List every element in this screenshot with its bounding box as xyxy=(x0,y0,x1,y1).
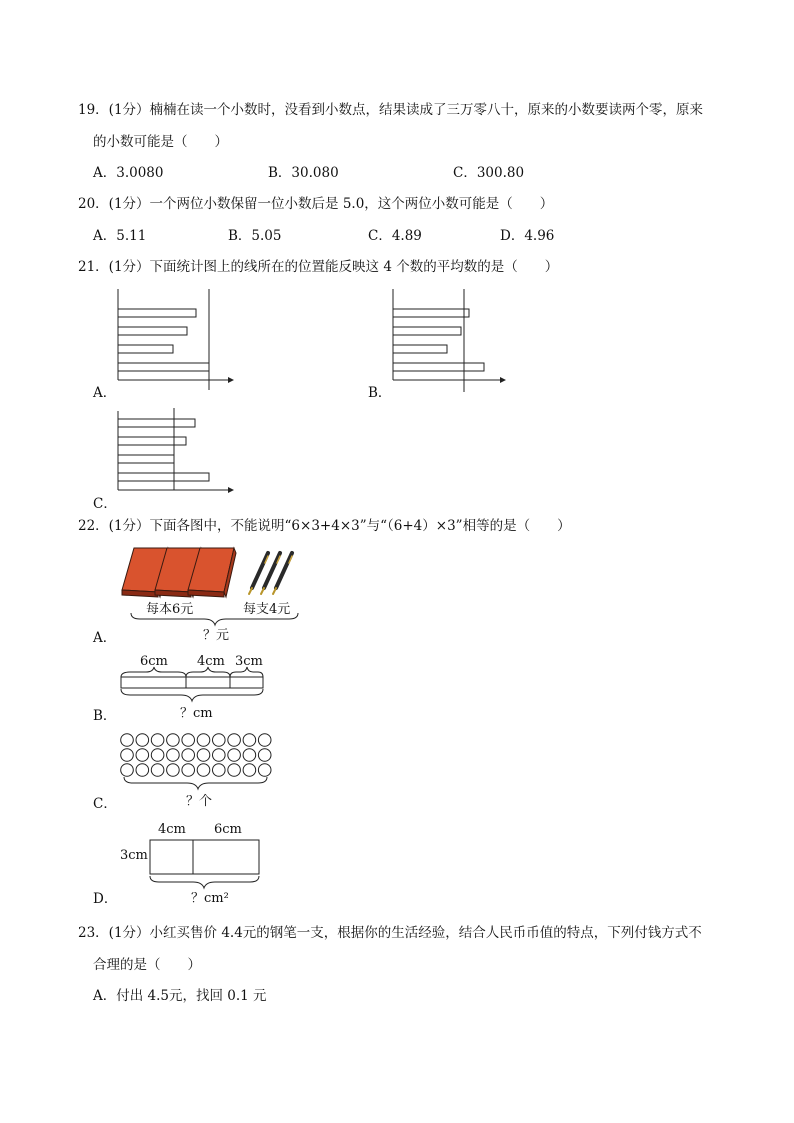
q21-label-b: B． xyxy=(368,385,392,401)
q22-text: 22．(1分）下面各图中，不能说明“6×3+4×3”与“（6+4）×3”相等的是（ ） xyxy=(78,518,571,534)
q22-a-total: ？元 xyxy=(203,628,230,643)
q20-option-d: D．4.96 xyxy=(500,228,555,244)
q20-option-a: A．5.11 xyxy=(93,228,147,244)
q22-label-a: A． xyxy=(93,630,117,646)
q23-text-line2: 合理的是（ ） xyxy=(93,957,201,973)
q22-d-top2: 6cm xyxy=(214,822,242,837)
q22-d-top1: 4cm xyxy=(158,822,186,837)
q19-text-line1: 19．(1分）楠楠在读一个小数时，没看到小数点，结果读成了三万零八十，原来的小数要读两个零，原来 xyxy=(78,102,704,118)
q23-option-a: A．付出 4.5元，找回 0.1 元 xyxy=(93,988,267,1004)
q22-label-b: B． xyxy=(93,708,117,724)
q22-b-seg1: 6cm xyxy=(140,654,168,669)
q21-label-c: C． xyxy=(93,496,117,512)
q22-b-seg2: 4cm xyxy=(197,654,225,669)
q22-c-total: ？个 xyxy=(186,794,213,809)
q20-option-c: C．4.89 xyxy=(368,228,422,244)
q19-option-c: C．300.80 xyxy=(453,165,525,181)
q20-option-b: B．5.05 xyxy=(228,228,282,244)
q19-option-b: B．30.080 xyxy=(268,165,339,181)
q21-text: 21．(1分）下面统计图上的线所在的位置能反映这 4 个数的平均数的是（ ） xyxy=(78,259,559,275)
q20-text: 20．(1分）一个两位小数保留一位小数后是 5.0，这个两位小数可能是（ ） xyxy=(78,196,554,212)
q22-d-total: ？cm² xyxy=(191,891,229,906)
q22-b-total: ？cm xyxy=(180,706,213,721)
q22-b-seg3: 3cm xyxy=(235,654,263,669)
q21-label-a: A． xyxy=(93,385,117,401)
q22-a-pen-price: 每支4元 xyxy=(243,602,291,617)
q23-text-line1: 23．(1分）小红买售价 4.4元的钢笔一支，根据你的生活经验，结合人民币币值的特点，下列付钱方式不 xyxy=(78,925,702,941)
q22-label-c: C． xyxy=(93,796,117,812)
q22-label-d: D． xyxy=(93,891,118,907)
q19-text-line2: 的小数可能是（ ） xyxy=(93,134,228,150)
q22-a-book-price: 每本6元 xyxy=(146,602,194,617)
q22-d-side: 3cm xyxy=(120,848,148,863)
q19-option-a: A．3.0080 xyxy=(93,165,164,181)
